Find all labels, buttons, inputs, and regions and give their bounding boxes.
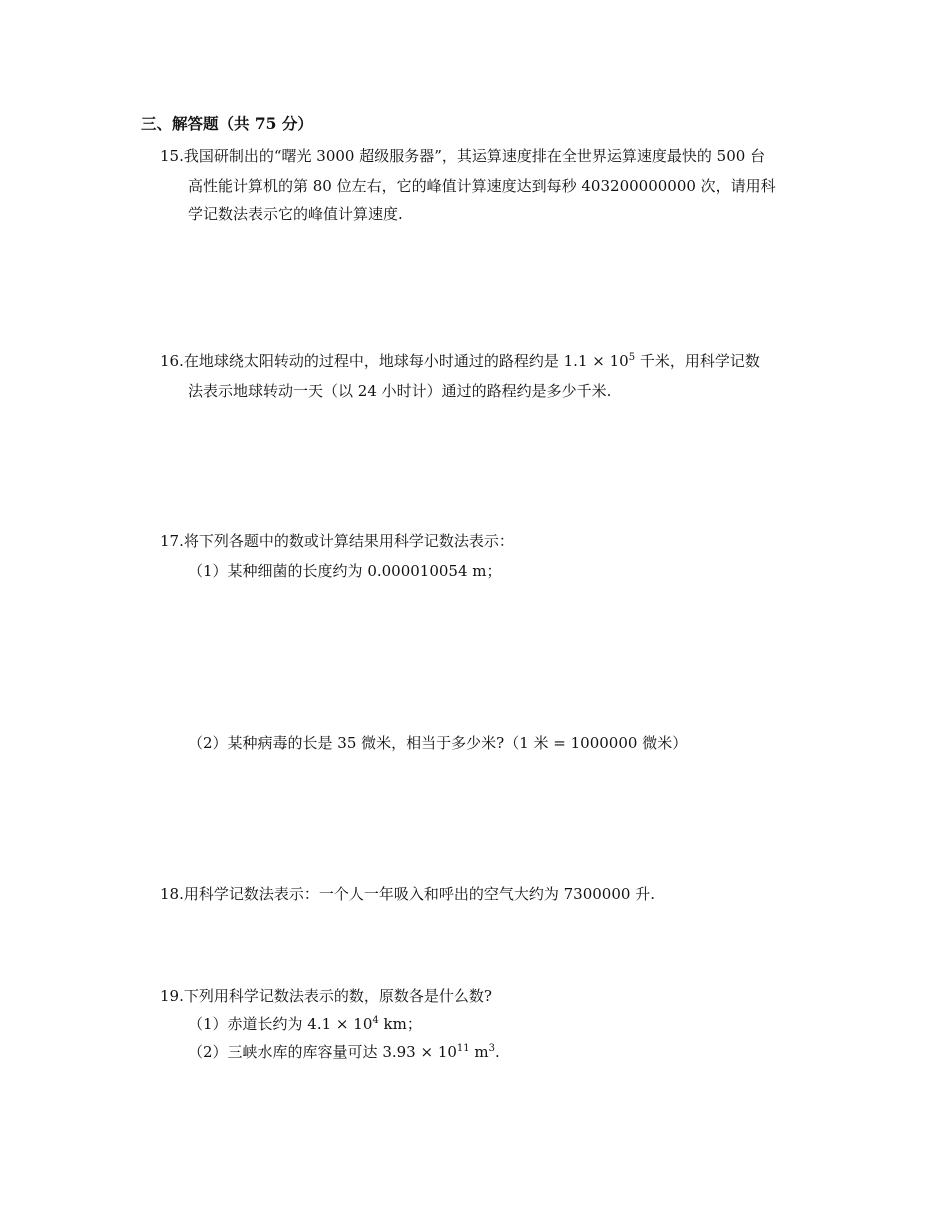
question-number: 16. (160, 352, 184, 370)
question-text: . (495, 1043, 500, 1061)
section-title: 三、解答题（共 75 分） (141, 114, 313, 133)
question-15-line-2: 高性能计算机的第 80 位左右，它的峰值计算速度达到每秒 403200000000 次，请用科 (188, 177, 776, 195)
question-18-line-1 (160, 883, 655, 904)
question-text: m (469, 1043, 489, 1061)
question-17-part-1: （1）某种细菌的长度约为 0.000010054 m； (188, 562, 502, 580)
question-19-part-2 (188, 1041, 500, 1062)
question-15-line-3: 学记数法表示它的峰值计算速度. (188, 205, 403, 223)
question-text: km； (378, 1015, 422, 1033)
question-text: （1）赤道长约为 4.1 × 10 (188, 1015, 373, 1033)
question-17-part-2: （2）某种病毒的长是 35 微米，相当于多少米?（1 米 = 1000000 微米） (188, 734, 688, 752)
question-16-line-1 (160, 350, 760, 371)
question-number: 17. (160, 532, 184, 550)
question-19-part-1 (188, 1013, 422, 1034)
question-number: 15. (160, 147, 184, 165)
question-text: 我国研制出的“曙光 3000 超级服务器”，其运算速度排在全世界运算速度最快的 500 台 (183, 147, 766, 165)
question-text: 在地球绕太阳转动的过程中，地球每小时通过的路程约是 1.1 × 10 (183, 352, 629, 370)
exponent: 3 (488, 1043, 496, 1054)
question-number: 19. (160, 987, 184, 1005)
exponent: 11 (456, 1043, 470, 1054)
question-19-intro (160, 985, 492, 1006)
question-17-intro (160, 530, 514, 551)
question-text: 将下列各题中的数或计算结果用科学记数法表示： (183, 532, 514, 550)
exponent: 4 (372, 1015, 379, 1026)
question-text: 用科学记数法表示：一个人一年吸入和呼出的空气大约为 7300000 升. (183, 885, 655, 903)
question-15-line-1 (160, 145, 765, 166)
question-16-line-2: 法表示地球转动一天（以 24 小时计）通过的路程约是多少千米. (188, 382, 612, 400)
question-text: （2）三峡水库的库容量可达 3.93 × 10 (188, 1043, 457, 1061)
exponent: 5 (628, 352, 636, 363)
question-text: 千米，用科学记数 (635, 352, 760, 370)
question-text: 下列用科学记数法表示的数，原数各是什么数? (183, 987, 492, 1005)
question-number: 18. (160, 885, 184, 903)
